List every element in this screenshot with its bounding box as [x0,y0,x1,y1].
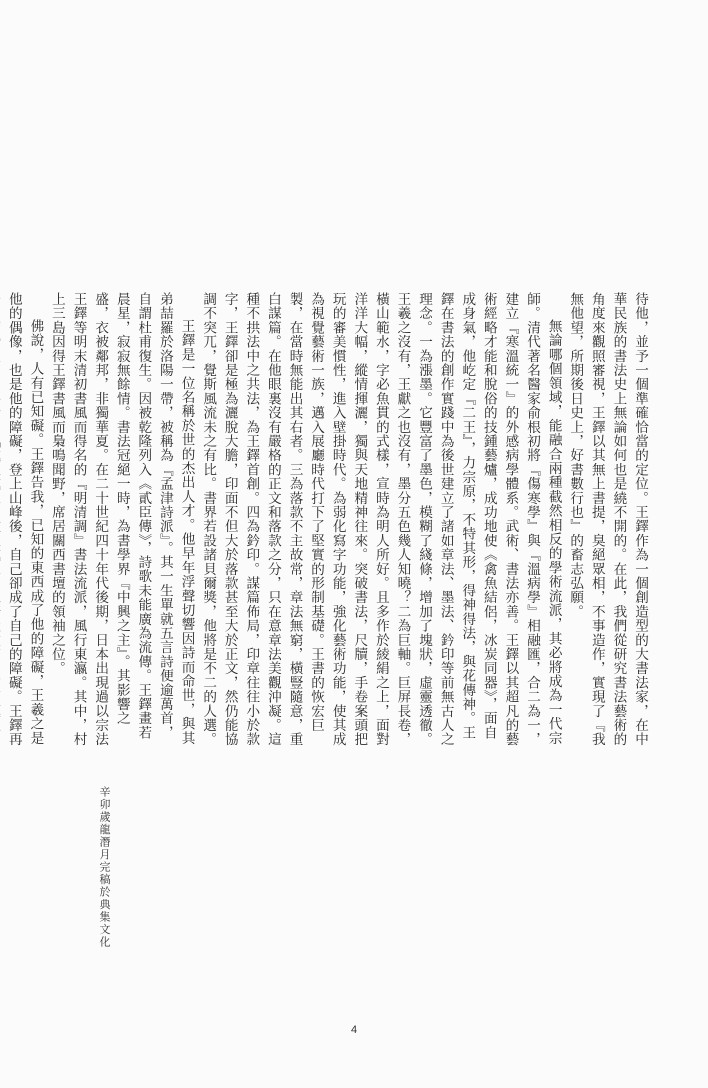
colophon: 辛卯歲龍潛月完稿於典集文化 [98,786,111,949]
paragraph: 佛說，人有已知礙。王鐸告我，已知的東西成了他的障礙，王羲之是他的偶像，也是他的障礙，登上山峰後，自己卻成了自己的障礙。王鐸再 [5,292,44,747]
paragraph: 王鐸是一位名稱於世的杰出人才。他早年浮聲切響因詩而命世，與其弟喆羅於洛陽一帶，被稱為『孟津詩派』。其一生單就五言詩便逾萬首，自謂杜甫復生。因被乾隆列入《貳臣傳》，詩歌未能廣為流傳。王鐸畫若晨星，寂寂無餘情。書法冠絕一時，為書學界『中興之主』。其影響之盛，衣被鄰邦，非獨華夏。在二十世紀四十年代後期，日本出現過以宗法王鐸等明末清初書風而得名的『明清調』書法流派，風行東瀛。其中，村上三島因得王鐸書風而梟鳴聞野，席居關西書壇的領袖之位。 [48,292,195,747]
body-text [5,292,650,752]
page-number: 4 [350,1024,358,1036]
paragraph: 無論哪個領域，能融合兩種截然相反的學術流派，其必將成為一代宗師。清代著名醫家俞根初將『傷寒學』與『溫病學』相融匯，合二為一，建立『寒溫統一』的外感病學體系。武術、書法亦善。王鐸以其超凡的藝術經略才能和脫俗的技鍾藝爐，成功地使《禽魚結侶，冰炭同器》，面自成身氣，他屹定『二王』，力宗原，不特其形，得神得法，與花傳神。王鐸在書法的創作實踐中為後世建立了諸如章法、墨法、鈐印等前無古人之理念。一為漲墨。它豐富了墨色，模糊了綫條，增加了塊狀，虛靈透徹。王羲之沒有，王獻之也沒有，墨分五色幾人知曉？二為巨軸。巨屏長卷，橫山範水，字必魚貫的式樣，宣時為明人所好。且多作於綾絹之上，面對洋洋大幅，縱情揮灑，獨與天地精神往來。突破書法，尺牘，手卷案頭把玩的審美慣性，進入壁掛時代。為弱化寫字功能，強化藝術功能，使其成為視覺藝術一族，邁入展廳時代打下了堅實的形制基礎。王書的恢宏巨製，在當時無能出其右者。三為落款不主故常，章法無窮，橫豎隨意，重白謀篇。在他眼裏沒有嚴格的正文和落款之分，只在意章法美觀沖凝。這種不拱法中之共法，為王鐸首創。四為鈐印。謀篇佈局，印章往往小於款字，王鐸卻是極為灑脫大膽，印面不但大於落款甚至大於正文，然仍能協調不突兀，覺斯風流未之有比。書界若設諸貝爾獎，他將是不二的人選。 [200,292,562,747]
paragraph: 待他，並予一個準確恰當的定位。王鐸作為一個創造型的大書法家，在中華民族的書法史上無論如何也是繞不開的。在此，我們從研究書法藝術的角度來觀照審視，王鐸以其無上書提，臭絕眾相，不事造作，實現了『我無他望，所期後日史上，好書數行也』的畜志弘願。 [567,292,648,747]
